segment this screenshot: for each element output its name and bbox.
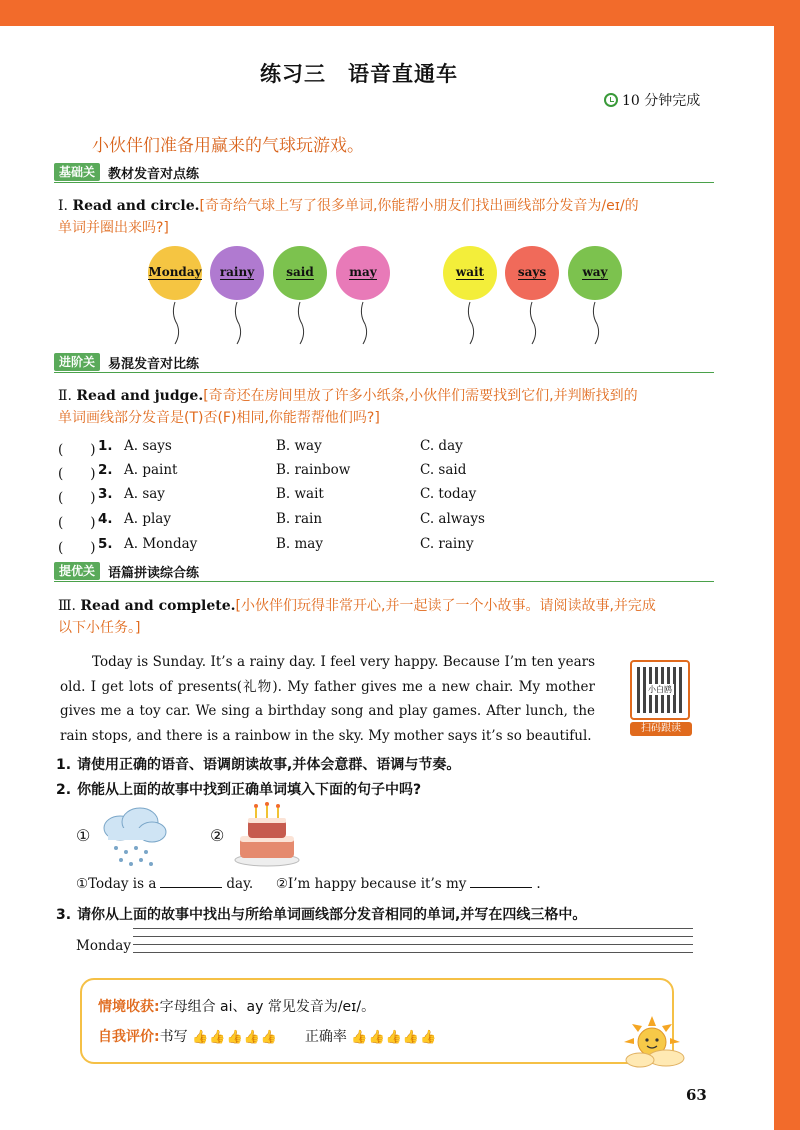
- q1-instruction-1: [奇奇给气球上写了很多单词,你能帮小朋友们找出画线部分发音为/eɪ/的: [199, 198, 639, 214]
- option-b: B. way: [276, 438, 322, 454]
- balloon-word: may: [349, 265, 377, 279]
- task-number: 3.: [56, 907, 72, 923]
- birthday-cake-icon: [232, 800, 302, 868]
- writing-label: 书写: [159, 1029, 188, 1045]
- q1-instruction-2: 单词并圈出来吗?]: [58, 220, 169, 236]
- qr-label[interactable]: 扫码跟读: [630, 722, 692, 736]
- q3-roman: Ⅲ.: [58, 598, 76, 614]
- balloon-word: said: [286, 265, 314, 279]
- fourline-word: Monday: [76, 938, 131, 954]
- row-number: 5.: [98, 536, 113, 552]
- option-b: B. may: [276, 536, 323, 552]
- section-advanced: [54, 352, 714, 373]
- thumb-icon[interactable]: 👍: [402, 1030, 420, 1045]
- judge-row-5[interactable]: [58, 536, 698, 558]
- row-number: 4.: [98, 511, 113, 527]
- clock-icon: [604, 93, 618, 107]
- option-a: A. paint: [124, 462, 178, 478]
- four-line-grid-2[interactable]: [133, 944, 693, 945]
- orange-frame-top: [0, 0, 800, 26]
- q2-instruction-2: 单词画线部分发音是(T)否(F)相同,你能帮帮他们吗?]: [58, 410, 380, 426]
- section-title: 语篇拼读综合练: [108, 565, 200, 581]
- page-number: 63: [686, 1086, 707, 1104]
- task-text: 你能从上面的故事中找到正确单词填入下面的句子中吗?: [77, 782, 422, 798]
- task-1: [56, 754, 460, 774]
- thumb-icon[interactable]: 👍: [420, 1030, 437, 1045]
- balloon-word: wait: [455, 265, 485, 279]
- qr-code[interactable]: [630, 660, 694, 740]
- timer-text: 10 分钟完成: [622, 93, 701, 109]
- page-title: [260, 58, 458, 88]
- task-number: 1.: [56, 757, 72, 773]
- balloon-word: says: [517, 265, 547, 279]
- orange-frame-right: [774, 0, 800, 1130]
- section-title: 易混发音对比练: [108, 356, 200, 372]
- option-b: B. rainbow: [276, 462, 351, 478]
- balloon-monday: [148, 246, 202, 300]
- section-title: 教材发音对点练: [108, 166, 200, 182]
- fill2-post: .: [536, 876, 541, 892]
- balloon-may: [336, 246, 390, 300]
- section-badge: 基础关: [54, 163, 100, 181]
- blank-1[interactable]: [160, 887, 222, 888]
- section-badge: 进阶关: [54, 353, 100, 371]
- summary-gain: [98, 996, 375, 1016]
- q2-title: Read and judge.: [76, 388, 204, 404]
- option-a: A. play: [124, 511, 171, 527]
- option-c: C. always: [420, 511, 485, 527]
- qr-code-box[interactable]: [630, 660, 690, 720]
- thumb-icon[interactable]: 👍: [209, 1030, 226, 1045]
- thumb-icon[interactable]: 👍: [385, 1030, 402, 1045]
- thumb-icon[interactable]: 👍: [226, 1030, 243, 1045]
- summary-tag: 情境收获:: [98, 999, 160, 1015]
- q3-instruction-2: 以下小任务。]: [58, 620, 141, 636]
- option-a: A. say: [124, 486, 165, 502]
- story-text: Today is Sunday. It’s a rainy day. I feel very happy. Because I’m ten years old. I get lots of presents(礼物). My father gives me a new chair. My mother gives me a toy car. We sing a birthday song and play games. After lunch, the rain stops, and there is a rainbow in the sky. My mother says it’s so beautiful.: [60, 654, 595, 744]
- q3-title: Read and complete.: [80, 598, 236, 614]
- qr-center-logo: 小白鸥: [648, 685, 672, 694]
- balloon-said: [273, 246, 327, 300]
- judge-row-4[interactable]: [58, 511, 698, 533]
- picture-2-label: ②: [210, 826, 225, 845]
- rain-cloud-icon: [96, 806, 170, 870]
- balloon-word: rainy: [219, 265, 255, 279]
- thumb-icon[interactable]: 👍: [243, 1030, 260, 1045]
- summary-box: [80, 978, 674, 1064]
- answer-paren[interactable]: ( ): [58, 490, 96, 506]
- q1-roman: Ⅰ.: [58, 198, 68, 214]
- thumb-icon[interactable]: 👍: [351, 1030, 368, 1045]
- fill2-pre: ②I’m happy because it’s my: [275, 876, 467, 892]
- title-part1: 练习三: [260, 62, 326, 86]
- fill-in-sentences: [76, 876, 541, 892]
- q1-heading: [58, 195, 718, 239]
- option-c: C. day: [420, 438, 463, 454]
- q2-heading: [58, 385, 718, 429]
- accuracy-label: 正确率: [304, 1029, 347, 1045]
- blank-2[interactable]: [470, 887, 532, 888]
- answer-paren[interactable]: ( ): [58, 515, 96, 531]
- q1-title: Read and circle.: [72, 198, 200, 214]
- answer-paren[interactable]: ( ): [58, 540, 96, 556]
- q3-heading: [58, 595, 718, 639]
- thumb-icon[interactable]: 👍: [192, 1030, 209, 1045]
- balloon-wait: [443, 246, 497, 300]
- section-badge: 提优关: [54, 562, 100, 580]
- row-number: 2.: [98, 462, 113, 478]
- balloon-word: way: [582, 265, 608, 279]
- task-number: 2.: [56, 782, 72, 798]
- answer-paren[interactable]: ( ): [58, 466, 96, 482]
- story-passage: [60, 650, 595, 748]
- judge-row-1[interactable]: [58, 438, 698, 460]
- task-text: 请你从上面的故事中找出与所给单词画线部分发音相同的单词,并写在四线三格中。: [77, 907, 587, 923]
- thumb-icon[interactable]: 👍: [368, 1030, 385, 1045]
- section-improve: [54, 561, 714, 582]
- q2-instruction-1: [奇奇还在房间里放了许多小纸条,小伙伴们需要找到它们,并判断找到的: [203, 388, 638, 404]
- balloon-row: [0, 246, 760, 346]
- task-text: 请使用正确的语音、语调朗读故事,并体会意群、语调与节奏。: [77, 757, 461, 773]
- sun-cloud-icon: [620, 1014, 690, 1070]
- option-b: B. rain: [276, 511, 323, 527]
- q3-instruction-1: [小伙伴们玩得非常开心,并一起读了一个小故事。请阅读故事,并完成: [235, 598, 656, 614]
- option-a: A. Monday: [124, 536, 198, 552]
- option-a: A. says: [124, 438, 172, 454]
- balloon-way: [568, 246, 622, 300]
- option-c: C. today: [420, 486, 477, 502]
- summary-self-eval: [98, 1026, 437, 1046]
- fill1-post: day.: [226, 876, 254, 892]
- option-c: C. said: [420, 462, 467, 478]
- picture-1-label: ①: [76, 826, 91, 845]
- timer-note: [604, 90, 700, 110]
- intro-text: 小伙伴们准备用赢来的气球玩游戏。: [92, 136, 364, 156]
- summary-tag: 自我评价:: [98, 1029, 160, 1045]
- summary-text: 字母组合 ai、ay 常见发音为/eɪ/。: [159, 999, 376, 1015]
- option-b: B. wait: [276, 486, 324, 502]
- balloon-word: Monday: [148, 265, 202, 279]
- judge-row-2[interactable]: [58, 462, 698, 484]
- row-number: 3.: [98, 486, 113, 502]
- title-part2: 语音直通车: [348, 62, 458, 86]
- section-basic: [54, 162, 714, 183]
- row-number: 1.: [98, 438, 113, 454]
- fill1-pre: ①Today is a: [76, 876, 157, 892]
- answer-paren[interactable]: ( ): [58, 442, 96, 458]
- task-2: [56, 779, 421, 799]
- q2-roman: Ⅱ.: [58, 388, 72, 404]
- option-c: C. rainy: [420, 536, 474, 552]
- judge-row-3[interactable]: [58, 486, 698, 508]
- thumb-icon[interactable]: 👍: [260, 1030, 277, 1045]
- balloon-says: [505, 246, 559, 300]
- balloon-rainy: [210, 246, 264, 300]
- task-3: [56, 904, 586, 924]
